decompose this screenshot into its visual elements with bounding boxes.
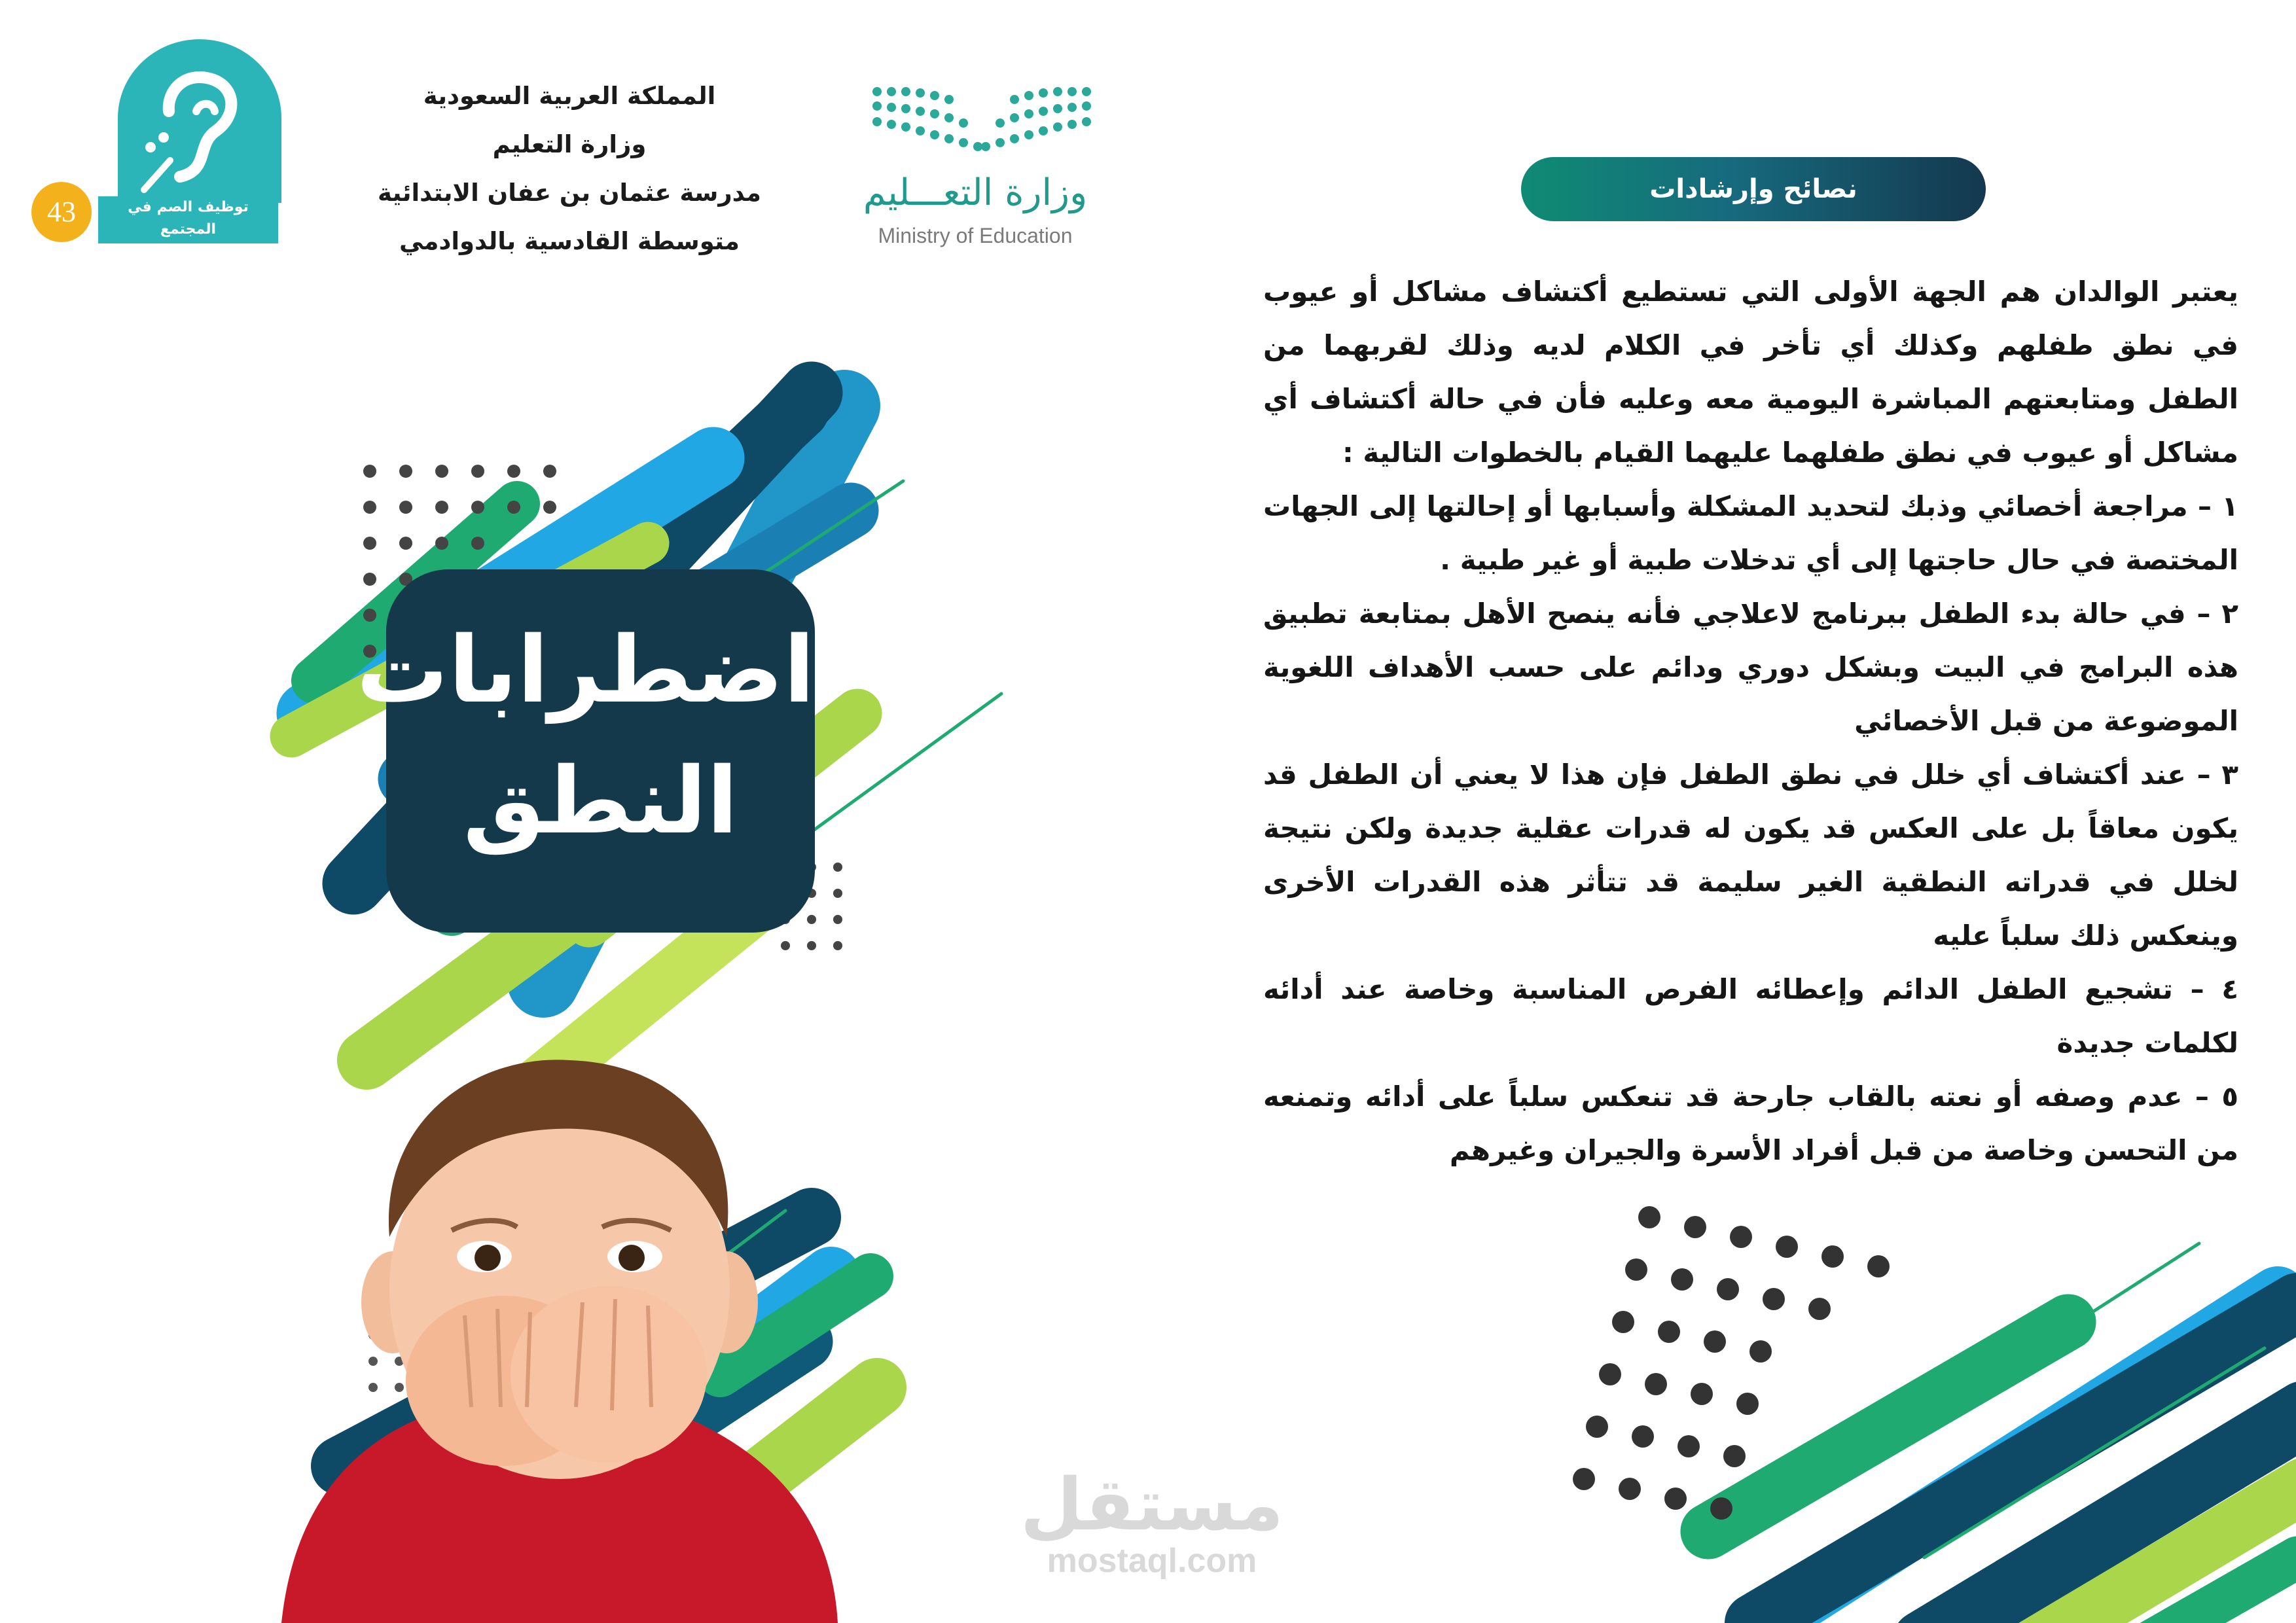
ministry-name-en: Ministry of Education <box>878 224 1073 247</box>
school-info-block <box>367 72 772 266</box>
advice-item-1: ١ – مراجعة أخصائي وذبك لتحديد المشكلة وأسبابها أو إحالتها إلى الجهات المختصة في حال حاجتها إلى أي تدخلات طبية أو غير طبية . <box>1263 490 2238 576</box>
watermark-en: mostaql.com <box>1047 1542 1257 1580</box>
advice-item-3: ٣ – عند أكتشاف أي خلل في نطق الطفل فإن هذا لا يعني أن الطفل قد يكون معاقاً بل على العكس قد يكون له قدرات عقلية جديدة ولكن نتيجة لخلل في قدراته النطقية الغير سليمة قد تتأثر هذه القدرات الأخرى وينعكس ذلك سلباً عليه <box>1263 758 2238 952</box>
watermark-ar: مستقل <box>1020 1463 1284 1546</box>
title-line-1: اضطرابات <box>356 617 815 724</box>
ministry-name-ar: وزارة التعـــليم <box>863 171 1088 214</box>
school-line-intermediate: متوسطة القادسية بالدوادمي <box>399 227 740 255</box>
child-photo <box>268 1041 844 1623</box>
page-title <box>356 605 815 867</box>
advice-item-5: ٥ – عدم وصفه أو نعته بالقاب جارحة قد تنعكس سلباً على أدائه وتمنعه من التحسن وخاصة من قبل أفراد الأسرة والجيران وغيرهم <box>1263 1080 2238 1166</box>
ministry-logo-icon <box>870 79 1093 157</box>
deaf-logo-caption <box>98 196 278 263</box>
decor-stripes-right <box>1558 1191 2296 1623</box>
deaf-logo-line1: توظيف الصم في المجتمع <box>128 199 249 238</box>
advice-intro: يعتبر الوالدان هم الجهة الأولى التي تستطيع أكتشاف مشاكل أو عيوب في نطق طفلهم وكذلك أي تأخر في الكلام لديه وذلك لقربهما من الطفل ومتابعتهم المباشرة اليومية معه وعليه فأن في حالة أكتشاف أي مشاكل أو عيوب في نطق طفلهما عليهما القيام بالخطوات التالية : <box>1263 276 2238 469</box>
deaf-logo-number: 43 <box>31 182 92 242</box>
school-line-ministry: وزارة التعليم <box>492 130 647 158</box>
advice-article <box>1263 265 2238 1177</box>
title-line-2: النطق <box>463 748 738 855</box>
deaf-logo-line2: والحد من بطالتهم <box>124 243 252 260</box>
section-heading: نصائح وإرشادات <box>1521 157 1986 221</box>
advice-item-4: ٤ – تشجيع الطفل الدائم وإعطائه الفرص المناسبة وخاصة عند أدائه لكلمات جديدة <box>1263 973 2238 1059</box>
school-line-primary: مدرسة عثمان بن عفان الابتدائية <box>378 179 761 207</box>
ear-icon <box>118 39 281 203</box>
school-line-country: المملكة العربية السعودية <box>423 82 716 110</box>
advice-item-2: ٢ – في حالة بدء الطفل ببرنامج لاعلاجي فأنه ينصح الأهل بمتابعة تطبيق هذه البرامج في البيت وبشكل دوري ودائم على حسب الأهداف اللغوية الموضوعة من قبل الأخصائي <box>1263 597 2238 737</box>
